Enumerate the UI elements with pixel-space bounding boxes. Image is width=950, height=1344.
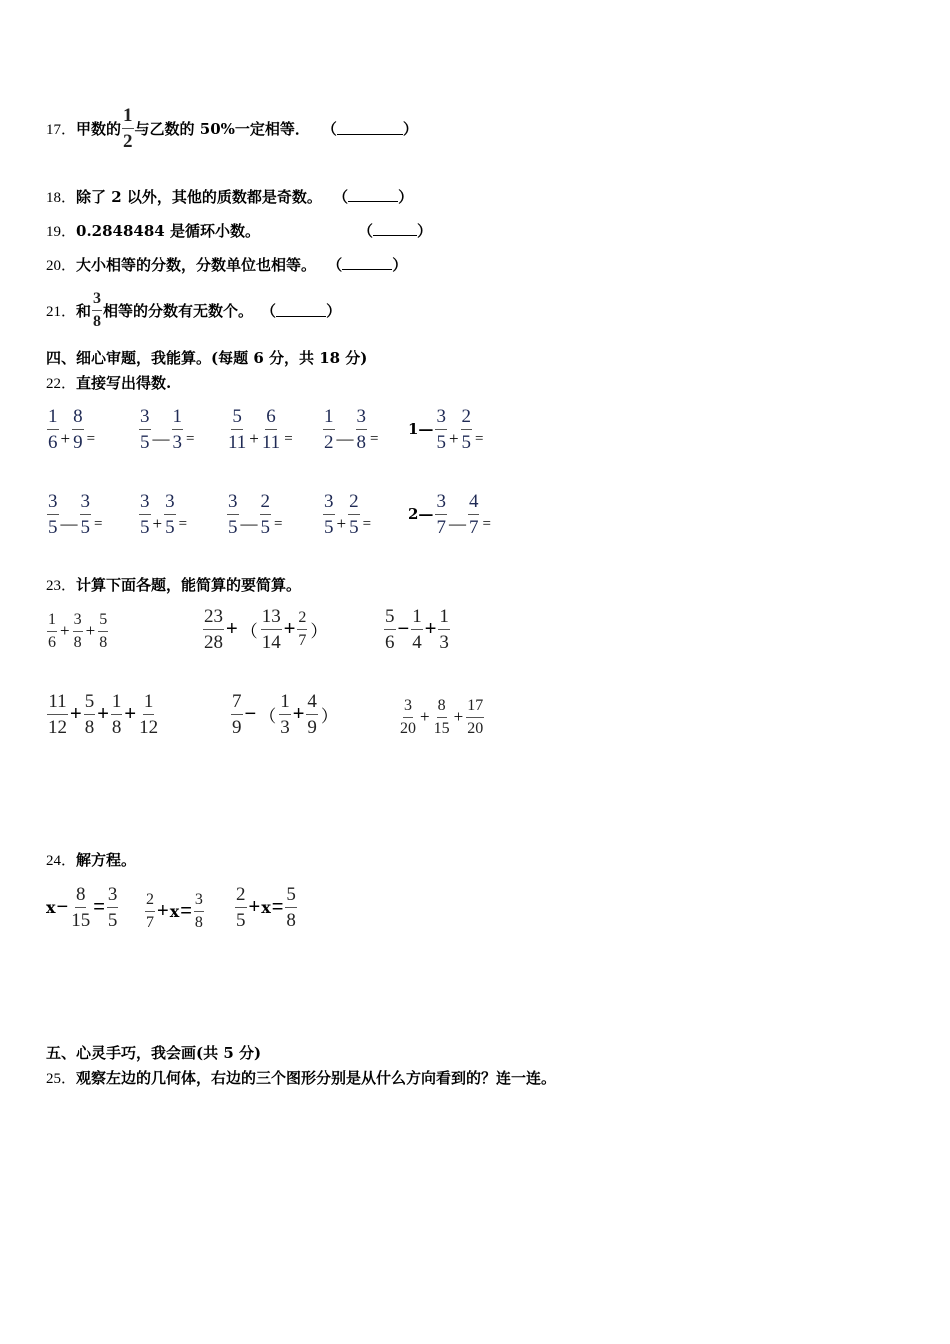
- fraction: $\frac{3}{5}$: [80, 490, 90, 538]
- equals: =: [271, 895, 284, 918]
- fraction: $\frac{3}{5}$: [436, 405, 446, 453]
- question-number: 22．: [46, 376, 77, 392]
- question-number: 19．: [46, 224, 77, 240]
- fraction: $\frac{4}{9}$: [307, 690, 317, 738]
- answer-blank[interactable]: [342, 257, 392, 270]
- question-text: 和: [76, 301, 92, 320]
- fraction: $\frac{1}{12}$: [139, 690, 159, 738]
- fraction: $\frac{3}{5}$: [140, 490, 150, 538]
- answer-paren-close: ）: [398, 188, 414, 206]
- whole-number-minus: 2—: [408, 505, 434, 523]
- q22-expression: [46, 489, 104, 539]
- fraction: $\frac{5}{8}$: [286, 883, 296, 931]
- answer-blank[interactable]: [373, 223, 417, 236]
- question-number: 25．: [46, 1071, 77, 1087]
- fraction: $\frac{3}{5}$: [107, 883, 118, 931]
- question-text: 相等的分数有无数个。: [103, 301, 254, 320]
- fraction: $\frac{1}{3}$: [439, 605, 449, 653]
- fraction: $\frac{2}{5}$: [260, 490, 270, 538]
- fraction: $\frac{2}{5}$: [461, 405, 472, 453]
- operator: +: [124, 702, 137, 725]
- fraction: $\frac{3}{8}$: [73, 610, 82, 651]
- paren: （: [259, 706, 277, 726]
- fraction: $\frac{2}{7}$: [146, 890, 154, 931]
- question-23: [46, 574, 301, 595]
- question-number: 21．: [46, 303, 77, 320]
- operator: +: [283, 617, 296, 640]
- question-text: 观察左边的几何体，右边的三个图形分别是从什么方向看到的？连一连。: [76, 1069, 557, 1087]
- operator: —: [336, 429, 354, 448]
- equals: =: [180, 899, 192, 922]
- paren: ）: [310, 621, 328, 641]
- variable-x: x: [169, 901, 180, 921]
- fraction: $\frac{3}{5}$: [140, 405, 150, 453]
- q24-equation-3: [234, 882, 298, 932]
- operator: —: [152, 429, 170, 448]
- operator: +: [226, 617, 238, 640]
- fraction: $\frac{8}{9}$: [73, 405, 83, 453]
- answer-paren-open: （: [261, 301, 277, 320]
- fraction: $\frac{1}{2}$: [123, 104, 133, 152]
- operator: —: [60, 514, 78, 533]
- fraction: $\frac{5}{11}$: [228, 405, 247, 453]
- fraction: $\frac{7}{9}$: [232, 690, 242, 738]
- question-number: 23．: [46, 578, 77, 594]
- question-text: 与乙数的 50%一定相等．: [134, 119, 310, 138]
- equals: =: [482, 515, 491, 532]
- equals: =: [475, 430, 484, 447]
- answer-paren-close: ）: [392, 256, 408, 274]
- answer-paren-close: ）: [326, 301, 342, 320]
- operator: +: [336, 514, 347, 533]
- fraction: $\frac{17}{20}$: [467, 696, 484, 737]
- equals: =: [93, 895, 105, 918]
- q22-expression: [46, 404, 97, 454]
- fraction: $\frac{1}{6}$: [48, 610, 56, 651]
- fraction: $\frac{2}{7}$: [298, 608, 307, 649]
- operator: +: [249, 429, 259, 448]
- q23-expression-1: [46, 606, 109, 656]
- equals: =: [274, 515, 283, 532]
- answer-paren-open: （: [358, 222, 374, 240]
- fraction: $\frac{2}{5}$: [349, 490, 359, 538]
- equals: =: [178, 515, 188, 532]
- question-text: 解方程。: [76, 851, 137, 869]
- operator: +: [420, 707, 430, 726]
- variable-x: x: [261, 897, 271, 917]
- q22-expression: [138, 404, 196, 454]
- operator: +: [60, 429, 71, 448]
- equals: =: [86, 430, 96, 447]
- equals: =: [94, 515, 103, 532]
- q23-expression-2: [202, 604, 329, 654]
- operator: —: [240, 514, 258, 533]
- operator: —: [448, 514, 466, 533]
- fraction: $\frac{1}{2}$: [324, 405, 334, 453]
- operator: +: [248, 895, 261, 918]
- operator: +: [60, 621, 70, 640]
- equals: =: [186, 430, 195, 447]
- fraction: $\frac{1}{3}$: [280, 690, 290, 738]
- question-number: 20．: [46, 258, 77, 274]
- fraction: $\frac{8}{15}$: [433, 696, 450, 737]
- operator: +: [152, 514, 163, 533]
- section-4-title: 四、细心审题，我能算。(每题 6 分，共 18 分): [46, 349, 368, 367]
- question-text: 直接写出得数.: [76, 374, 172, 392]
- question-20: [46, 254, 407, 275]
- question-text: 甲数的: [76, 119, 122, 138]
- paren: ）: [320, 706, 338, 726]
- fraction: $\frac{3}{8}$: [93, 289, 102, 330]
- fraction: $\frac{3}{20}$: [400, 696, 416, 737]
- fraction: $\frac{5}{8}$: [99, 610, 108, 651]
- answer-paren-close: ）: [402, 119, 418, 138]
- q24-equation-1: [46, 882, 119, 932]
- question-21: [46, 288, 341, 332]
- variable-x: x: [46, 897, 56, 917]
- fraction: $\frac{3}{5}$: [228, 490, 238, 538]
- question-text: 计算下面各题，能简算的要简算。: [76, 576, 302, 594]
- fraction: $\frac{2}{5}$: [236, 883, 246, 931]
- answer-paren-open: （: [327, 256, 343, 274]
- q23-expression-5: [230, 689, 340, 739]
- operator: +: [448, 429, 459, 448]
- fraction: $\frac{5}{8}$: [84, 690, 95, 738]
- q23-expression-4: [46, 689, 160, 739]
- operator: +: [85, 621, 96, 640]
- q22-expression: [322, 489, 373, 539]
- whole-number-minus: 1—: [408, 420, 434, 438]
- operator: +: [292, 702, 305, 725]
- question-18: [46, 186, 413, 207]
- fraction: $\frac{13}{14}$: [261, 605, 281, 653]
- paren: （: [240, 621, 258, 641]
- question-number: 17．: [46, 121, 77, 138]
- fraction: $\frac{1}{8}$: [111, 690, 122, 738]
- operator: +: [70, 702, 82, 725]
- operator: −: [397, 617, 410, 640]
- fraction: $\frac{1}{4}$: [412, 605, 422, 653]
- fraction: $\frac{3}{8}$: [356, 405, 366, 453]
- operator: +: [453, 707, 464, 726]
- fraction: $\frac{11}{12}$: [48, 690, 67, 738]
- section-5-title: 五、心灵手巧，我会画(共 5 分): [46, 1044, 262, 1062]
- operator: +: [157, 899, 169, 922]
- question-22: [46, 372, 171, 393]
- fraction: $\frac{5}{6}$: [385, 605, 395, 653]
- operator: −: [244, 702, 257, 725]
- fraction: $\frac{3}{8}$: [194, 890, 203, 931]
- q22-expression: [408, 404, 486, 454]
- operator: +: [97, 702, 109, 725]
- fraction: $\frac{4}{7}$: [468, 490, 479, 538]
- answer-paren-open: （: [321, 119, 337, 138]
- q22-expression: [226, 404, 295, 454]
- fraction: $\frac{3}{5}$: [165, 490, 175, 538]
- question-number: 18．: [46, 190, 77, 206]
- fraction: $\frac{8}{15}$: [71, 883, 91, 931]
- equals: =: [370, 430, 379, 447]
- fraction: $\frac{1}{3}$: [172, 405, 182, 453]
- answer-blank[interactable]: [348, 189, 398, 202]
- fraction: $\frac{23}{28}$: [204, 605, 223, 653]
- question-24: [46, 849, 136, 870]
- answer-blank[interactable]: [337, 122, 403, 135]
- question-text: 大小相等的分数，分数单位也相等。: [76, 256, 317, 274]
- question-19: [46, 220, 260, 241]
- equals: =: [284, 430, 293, 447]
- answer-paren-close: ）: [417, 222, 433, 240]
- fraction: $\frac{3}{5}$: [324, 490, 334, 538]
- equals: =: [362, 515, 372, 532]
- fraction: $\frac{6}{11}$: [261, 405, 281, 453]
- fraction: $\frac{1}{6}$: [48, 405, 58, 453]
- answer-paren-open: （: [333, 188, 349, 206]
- operator: +: [424, 617, 437, 640]
- question-text: 0.2848484 是循环小数。: [76, 222, 260, 240]
- q22-expression: [322, 404, 380, 454]
- q22-expression: [138, 489, 189, 539]
- fraction: $\frac{3}{5}$: [48, 490, 58, 538]
- q23-expression-3: [383, 604, 451, 654]
- q24-equation-2: [144, 886, 205, 936]
- q23-expression-6: [398, 692, 485, 742]
- question-number: 24．: [46, 853, 77, 869]
- q22-expression: [408, 489, 493, 539]
- question-19-answer: [358, 220, 432, 241]
- question-text: 除了 2 以外，其他的质数都是奇数。: [76, 188, 322, 206]
- question-17: [46, 104, 418, 152]
- operator: −: [56, 895, 69, 918]
- fraction: $\frac{3}{7}$: [436, 490, 446, 538]
- q22-expression: [226, 489, 284, 539]
- question-25: [46, 1067, 556, 1088]
- answer-blank[interactable]: [276, 304, 326, 317]
